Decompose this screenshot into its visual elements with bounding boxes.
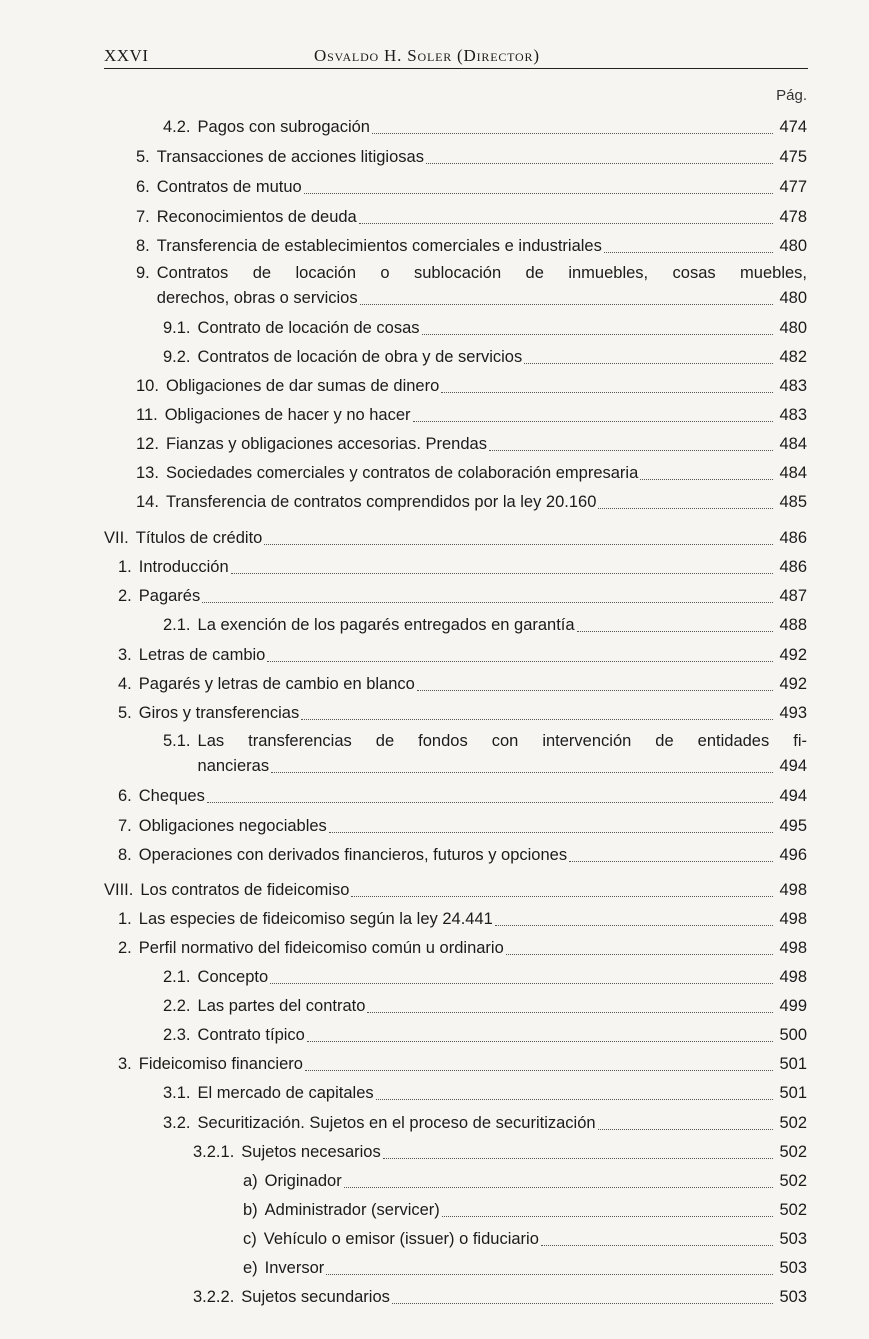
toc-entry-number: 4. [118, 675, 132, 693]
toc-entry [243, 1198, 807, 1223]
toc-entry [163, 965, 807, 990]
toc-entry-title: Vehículo o emisor (issuer) o fiduciario [263, 1230, 539, 1248]
toc-entry [193, 1140, 807, 1165]
toc-entry-number: 10. [136, 377, 159, 395]
toc-entry-page: 498 [779, 939, 807, 957]
toc-entry-title: Introducción [138, 558, 229, 576]
toc-entry-title: Contratos de mutuo [156, 178, 302, 196]
dot-leader [489, 449, 773, 451]
toc-entry-title: Contrato típico [197, 1026, 305, 1044]
toc-entry [193, 1285, 807, 1310]
dot-leader [383, 1157, 773, 1159]
dot-leader [207, 801, 773, 803]
toc-entry-number: 2.1. [163, 616, 191, 634]
toc-entry-title: Transferencia de contratos comprendidos por la ley 20.160 [165, 493, 597, 511]
dot-leader [305, 1069, 773, 1071]
toc-entry-title: Pagos con subrogación [197, 118, 370, 136]
toc-entry-number: 5.1. [163, 732, 191, 750]
toc-entry [136, 461, 807, 486]
toc-entry-title: Obligaciones de hacer y no hacer [164, 406, 411, 424]
toc-entry-title: Los contratos de fideicomiso [140, 881, 350, 899]
toc-entry-page: 484 [779, 435, 807, 453]
dot-leader [231, 572, 773, 574]
dot-leader [202, 601, 773, 603]
toc-entry-title: Pagarés y letras de cambio en blanco [138, 675, 415, 693]
toc-entry-number: 9.1. [163, 319, 191, 337]
toc-entry [163, 729, 807, 779]
toc-entry-title-line1: Contratos de locación o sublocación de inmuebles, cosas muebles, [156, 264, 807, 282]
toc-entry-number: 5. [118, 704, 132, 722]
toc-entry-title: Pagarés [138, 587, 201, 605]
toc-entry [118, 814, 807, 839]
toc-entry-title: Securitización. Sujetos en el proceso de securitización [197, 1114, 596, 1132]
toc-entry-page: 488 [779, 616, 807, 634]
toc-entry-number: c) [243, 1230, 257, 1248]
toc-entry [163, 1023, 807, 1048]
toc-entry-number: 3. [118, 646, 132, 664]
toc-entry-page: 502 [779, 1114, 807, 1132]
dot-leader [506, 953, 773, 955]
toc-entry-page: 502 [779, 1143, 807, 1161]
dot-leader [326, 1273, 773, 1275]
dot-leader [267, 660, 773, 662]
toc-entry-number: 2.3. [163, 1026, 191, 1044]
toc-entry-number: 6. [136, 178, 150, 196]
toc-entry-title: Fideicomiso financiero [138, 1055, 303, 1073]
toc-entry-page: 498 [779, 910, 807, 928]
toc-entry-number: 4.2. [163, 118, 191, 136]
dot-leader [640, 478, 773, 480]
toc-entry-number: 2. [118, 587, 132, 605]
toc-entry-title: El mercado de capitales [197, 1084, 374, 1102]
dot-leader [367, 1011, 773, 1013]
toc-entry [243, 1169, 807, 1194]
toc-entry-page: 485 [779, 493, 807, 511]
toc-entry-title-line2: derechos, obras o servicios [156, 289, 358, 307]
toc-entry-number: 3.1. [163, 1084, 191, 1102]
toc-entry [163, 345, 807, 370]
toc-entry-number: 9.2. [163, 348, 191, 366]
toc-entry-number: 6. [118, 787, 132, 805]
toc-entry-title: Sujetos necesarios [241, 1143, 381, 1161]
toc-entry-page: 503 [779, 1230, 807, 1248]
dot-leader [569, 860, 773, 862]
toc-entry-page: 492 [779, 646, 807, 664]
toc-entry-title: Transferencia de establecimientos comerciales e industriales [156, 237, 602, 255]
toc-entry-number: VIII. [104, 881, 134, 899]
toc-entry-title: Operaciones con derivados financieros, futuros y opciones [138, 846, 568, 864]
dot-leader [304, 192, 773, 194]
toc-entry [163, 115, 807, 140]
toc-entry [163, 316, 807, 341]
toc-entry [243, 1256, 807, 1281]
toc-entry [136, 374, 807, 399]
toc-entry-title: Originador [264, 1172, 342, 1190]
dot-leader [307, 1040, 773, 1042]
running-header-author: Osvaldo H. Soler (Director) [314, 46, 540, 65]
toc-entry [136, 403, 807, 428]
toc-entry [104, 526, 807, 551]
toc-entry-title: Las partes del contrato [197, 997, 366, 1015]
page-roman-numeral: XXVI [104, 46, 149, 65]
page-column-label: Pág. [776, 87, 807, 104]
toc-entry [136, 205, 807, 230]
toc-entry-title: Cheques [138, 787, 205, 805]
toc-entry [163, 1081, 807, 1106]
toc-entry-page: 496 [779, 846, 807, 864]
dot-leader [301, 718, 773, 720]
toc-entry [118, 584, 807, 609]
toc-entry-title-line2: nancieras [197, 757, 270, 775]
toc-entry [104, 878, 807, 903]
toc-entry-page: 503 [779, 1288, 807, 1306]
toc-entry-title: Títulos de crédito [135, 529, 263, 547]
toc-entry-title: Transacciones de acciones litigiosas [156, 148, 424, 166]
toc-entry-number: 5. [136, 148, 150, 166]
toc-entry-page: 483 [779, 377, 807, 395]
toc-entry-page: 493 [779, 704, 807, 722]
toc-entry-title: Perfil normativo del fideicomiso común u ordinario [138, 939, 504, 957]
dot-leader [577, 630, 773, 632]
dot-leader [360, 303, 773, 305]
toc-entry-page: 502 [779, 1201, 807, 1219]
toc-entry-page: 498 [779, 881, 807, 899]
dot-leader [351, 895, 773, 897]
toc-entry [136, 175, 807, 200]
dot-leader [359, 222, 773, 224]
toc-entry-number: e) [243, 1259, 258, 1277]
toc-entry-number: 11. [136, 406, 158, 424]
toc-entry [136, 261, 807, 311]
toc-entry-number: VII. [104, 529, 129, 547]
dot-leader [329, 831, 773, 833]
dot-leader [598, 1128, 773, 1130]
toc-entry-number: 3.2.2. [193, 1288, 235, 1306]
toc-entry-number: 14. [136, 493, 159, 511]
dot-leader [271, 771, 773, 773]
toc-entry-page: 495 [779, 817, 807, 835]
toc-entry-number: 3.2.1. [193, 1143, 235, 1161]
toc-entry-number: 8. [136, 237, 150, 255]
toc-entry-title: Obligaciones de dar sumas de dinero [165, 377, 440, 395]
dot-leader [442, 1215, 773, 1217]
toc-entry [118, 784, 807, 809]
toc-entry-title: La exención de los pagarés entregados en garantía [197, 616, 575, 634]
toc-entry-title: Inversor [264, 1259, 325, 1277]
running-header [104, 44, 808, 69]
toc-entry-page: 486 [779, 529, 807, 547]
toc-entry [118, 1052, 807, 1077]
dot-leader [524, 362, 773, 364]
dot-leader [598, 507, 773, 509]
dot-leader [417, 689, 773, 691]
toc-entry-title: Sociedades comerciales y contratos de colaboración empresaria [165, 464, 639, 482]
toc-entry [136, 490, 807, 515]
toc-entry-page: 478 [779, 208, 807, 226]
toc-entry-number: 2.1. [163, 968, 191, 986]
toc-entry [118, 936, 807, 961]
toc-entry-page: 477 [779, 178, 807, 196]
toc-entry-page: 480 [779, 237, 807, 255]
toc-entry-number: 8. [118, 846, 132, 864]
toc-entry-title: Obligaciones negociables [138, 817, 327, 835]
toc-entry-title: Letras de cambio [138, 646, 266, 664]
toc-entry-page: 501 [779, 1055, 807, 1073]
toc-entry-number: 1. [118, 558, 132, 576]
toc-entry-title: Contratos de locación de obra y de servicios [197, 348, 523, 366]
toc-entry-number: 12. [136, 435, 159, 453]
toc-entry-page: 480 [779, 289, 807, 307]
toc-entry [163, 1111, 807, 1136]
toc-entry-page: 503 [779, 1259, 807, 1277]
toc-entry-title: Contrato de locación de cosas [197, 319, 420, 337]
dot-leader [495, 924, 773, 926]
toc-entry-page: 475 [779, 148, 807, 166]
dot-leader [372, 132, 773, 134]
toc-entry [136, 432, 807, 457]
toc-entry-page: 487 [779, 587, 807, 605]
toc-entry-title: Administrador (servicer) [264, 1201, 440, 1219]
dot-leader [604, 251, 773, 253]
toc-entry-page: 494 [779, 757, 807, 775]
toc-entry-title: Concepto [197, 968, 269, 986]
toc-entry-page: 484 [779, 464, 807, 482]
toc-entry-number: 3.2. [163, 1114, 191, 1132]
dot-leader [422, 333, 774, 335]
toc-entry-page: 502 [779, 1172, 807, 1190]
toc-entry [118, 701, 807, 726]
dot-leader [270, 982, 773, 984]
toc-entry [118, 555, 807, 580]
toc-entry-title: Las especies de fideicomiso según la ley 24.441 [138, 910, 493, 928]
toc-entry [136, 234, 807, 259]
toc-entry-title: Sujetos secundarios [241, 1288, 390, 1306]
toc-entry-page: 500 [779, 1026, 807, 1044]
toc-entry [118, 672, 807, 697]
dot-leader [376, 1098, 773, 1100]
toc-entry-title: Fianzas y obligaciones accesorias. Prendas [165, 435, 487, 453]
dot-leader [426, 162, 773, 164]
toc-entry-page: 486 [779, 558, 807, 576]
toc-entry-number: a) [243, 1172, 258, 1190]
toc-entry-page: 474 [779, 118, 807, 136]
dot-leader [344, 1186, 773, 1188]
toc-entry-title: Giros y transferencias [138, 704, 300, 722]
toc-entry-page: 483 [779, 406, 807, 424]
toc-entry [163, 613, 807, 638]
toc-entry-page: 499 [779, 997, 807, 1015]
toc-entry [118, 643, 807, 668]
toc-entry-page: 492 [779, 675, 807, 693]
toc-entry-number: 7. [136, 208, 150, 226]
toc-entry [163, 994, 807, 1019]
toc-entry-page: 494 [779, 787, 807, 805]
toc-entry [118, 907, 807, 932]
toc-entry-page: 482 [779, 348, 807, 366]
dot-leader [413, 420, 773, 422]
toc-entry-page: 501 [779, 1084, 807, 1102]
toc-entry [243, 1227, 807, 1252]
toc-entry [136, 145, 807, 170]
toc-entry-title: Reconocimientos de deuda [156, 208, 357, 226]
dot-leader [541, 1244, 773, 1246]
dot-leader [392, 1302, 773, 1304]
toc-entry-number: 2.2. [163, 997, 191, 1015]
toc-entry-number: b) [243, 1201, 258, 1219]
toc-entry-number: 13. [136, 464, 159, 482]
dot-leader [441, 391, 773, 393]
toc-entry-number: 1. [118, 910, 132, 928]
toc-entry-page: 498 [779, 968, 807, 986]
toc-entry-number: 3. [118, 1055, 132, 1073]
toc-entry-page: 480 [779, 319, 807, 337]
toc-entry-number: 7. [118, 817, 132, 835]
toc-entry-number: 2. [118, 939, 132, 957]
dot-leader [264, 543, 773, 545]
toc-entry-number: 9. [136, 264, 150, 282]
toc-entry [118, 843, 807, 868]
toc-entry-title-line1: Las transferencias de fondos con intervención de entidades fi- [197, 732, 807, 750]
